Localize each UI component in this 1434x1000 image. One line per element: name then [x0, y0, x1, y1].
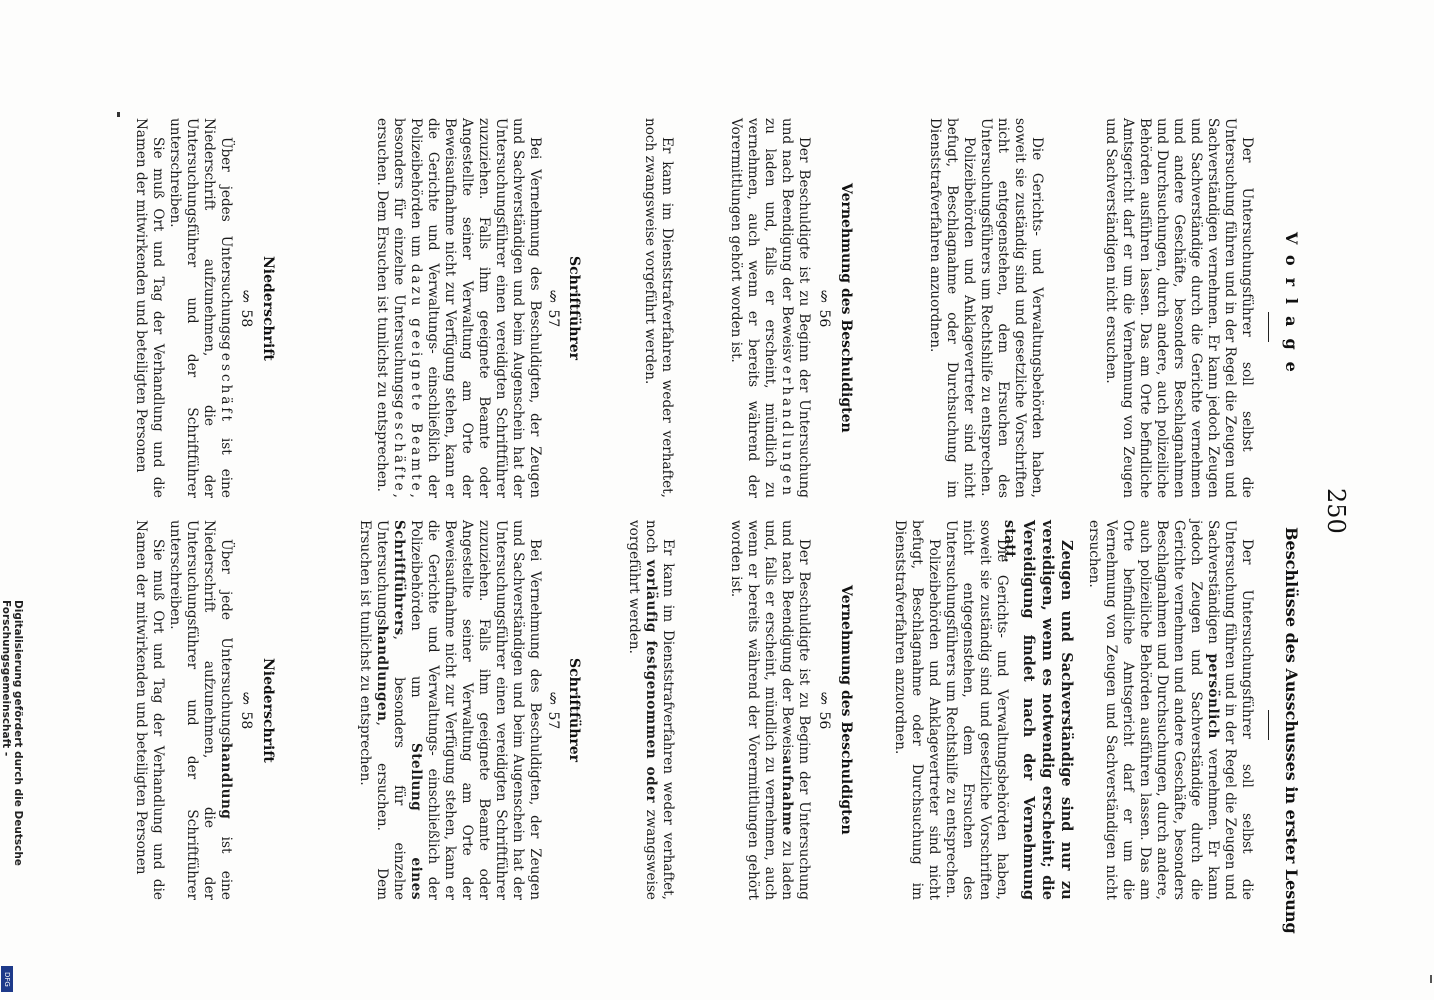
right-rechtshilfe-block	[875, 520, 1010, 900]
right-57-bold2: handlungen	[374, 625, 390, 722]
right-section-57: § 57	[545, 690, 561, 730]
left-heading-niederschrift: Niederschrift	[260, 255, 276, 361]
left-57-part1: Bei Vernehmung des Beschuldigten, der Zeugen und Sachverständigen und beim Augenschein hat der Untersuchungsführer einen vereidigten Schriftführer zuzuziehen. Falls ihm geeignete Beamte oder Angestellte seiner Verwaltung am Orte der Beweisaufnahme nicht zur Verfügung stehen, kann er die Gerichte und Verwaltungs- einschließlich der Polizeibehörden um	[408, 118, 543, 498]
left-58-second-paragraph: Sie muß Ort und Tag der Verhandlung und die Namen der mitwirkenden und beteiligten Personen	[133, 118, 166, 498]
right-column-title: Beschlüsse des Ausschusses in erster Lesung	[1282, 527, 1301, 934]
right-haft-part2: zwangsweise vorgeführt werden.	[626, 520, 659, 900]
left-section-57-text	[365, 118, 543, 498]
right-intro-part1: Der Untersuchungsführer soll selbst die Untersuchung führen und in der Regel die Zeugen und Sachverständigen	[1205, 520, 1255, 900]
right-section-58-text	[133, 520, 234, 900]
right-intro-paragraph	[1080, 520, 1255, 900]
right-56-part1: Der Beschuldigte ist zu Beginn der Untersuchung und nach Beendigung der Beweis	[779, 520, 812, 900]
right-57-bold1: Stellung eines Schriftführers	[391, 520, 424, 900]
left-56-part2: zu laden und, falls er erscheint, mündlich zu vernehmen, auch wenn er bereits während der Vorermittlungen gehört worden ist.	[728, 118, 778, 498]
left-gerichte-paragraph: Die Gerichts- und Verwaltungsbehörden haben, soweit sie zuständig sind und gesetzliche Vorschriften nicht entgegenstehen, dem Ersuchen des Untersuchungsführers um Rechtshilfe zu entsprechen.	[978, 118, 1045, 498]
right-polizei-paragraph: Polizeibehörden und Anklagevertreter sind nicht befugt, Beschlagnahme oder Durchsuchung im Dienststrafverfahren anzuordnen.	[892, 520, 942, 900]
left-58-part2: ist eine Niederschrift aufzunehmen, die der Untersuchungsführer und der Schriftführer unterschreiben.	[167, 118, 234, 498]
right-intro-part2: vernehmen. Er kann jedoch Zeugen und Sachverständige durch die Gerichte vernehmen und andere Geschäfte, besonders Beschlagnahmen und Durchsuchungen, durch andere, auch polizeiliche Behörden ausführen lassen. Das am Orte befindliche Amtsgericht darf er um die Vernehmung von Zeugen und Sachverständigen nicht ersuchen.	[1086, 520, 1221, 900]
left-57-spaced1: dazu geeignete Beamte	[408, 263, 424, 494]
right-56-part2: zu laden und, falls er erscheint, mündlich zu vernehmen, auch wenn er bereits während der Vorermittlungen gehört worden ist.	[728, 520, 795, 900]
right-56-bold: aufnahme	[779, 755, 795, 836]
left-rechtshilfe-block	[875, 118, 1045, 498]
right-haft-paragraph	[612, 520, 676, 900]
right-gerichte-paragraph: Die Gerichts- und Verwaltungsbehörden haben, soweit sie zuständig sind und gesetzliche Vorschriften nicht entgegenstehen, dem Ersuchen des Untersuchungsführers um Rechtshilfe zu entsprechen.	[943, 520, 1010, 900]
left-58-spaced: geschäft	[218, 341, 234, 424]
left-section-56-text	[716, 118, 812, 498]
page-number: 250	[1322, 488, 1350, 534]
left-column-title: Vorlage	[1282, 232, 1301, 384]
left-57-part2: , besonders für einzelne Untersuchungs	[391, 118, 424, 498]
right-section-56-text	[716, 520, 812, 900]
right-heading-schriftfuehrer: Schriftführer	[566, 657, 582, 763]
dfg-logo-icon: DFG	[1, 966, 13, 992]
right-heading-niederschrift: Niederschrift	[260, 657, 276, 763]
left-heading-vernehmung: Vernehmung des Beschuldigten	[838, 183, 854, 433]
left-polizei-paragraph: Polizeibehörden und Anklagevertreter sind nicht befugt, Beschlagnahme oder Durchsuchung im Dienststrafverfahren anzuordnen.	[927, 118, 977, 498]
left-56-spaced: verhandlungen	[779, 355, 795, 498]
right-section-58: § 58	[238, 690, 254, 730]
left-57-spaced2: geschäfte	[391, 399, 407, 494]
left-57-part3: , ersuchen. Dem Ersuchen ist tunlichst zu entsprechen.	[374, 118, 407, 498]
scan-speck-edge	[1430, 975, 1432, 983]
right-intro-bold: persönlich	[1205, 653, 1221, 739]
right-57-part2: , besonders für einzelne Untersuchungs	[374, 520, 407, 900]
right-section-56: § 56	[816, 690, 832, 730]
scan-speck	[117, 112, 120, 117]
right-haft-bold: vorläufig festgenommen oder	[643, 559, 659, 804]
left-section-57: § 57	[545, 288, 561, 328]
left-section-56: § 56	[816, 288, 832, 328]
right-58-bold: handlung	[218, 742, 234, 820]
right-57-part3: , ersuchen. Dem Ersuchen ist tunlichst zu entsprechen.	[357, 520, 390, 900]
right-haft-part1: Er kann im Dienststrafverfahren weder verhaftet, noch	[643, 520, 676, 900]
left-title-rule	[1268, 312, 1269, 342]
right-58-second-paragraph: Sie muß Ort und Tag der Verhandlung und die Namen der mitwirkenden und beteiligten Personen	[133, 520, 166, 900]
right-title-rule	[1268, 710, 1269, 740]
left-section-58: § 58	[238, 288, 254, 328]
left-heading-schriftfuehrer: Schriftführer	[566, 255, 582, 361]
left-intro-paragraph: Der Untersuchungsführer soll selbst die Untersuchung führen und in der Regel die Zeugen und Sachverständigen vernehmen. Er kann jedoch Zeugen und Sachverständige durch die Gerichte vernehmen und andere Geschäfte, besonders Beschlagnahmen und Durchsuchungen, durch andere, auch polizeiliche Behörden ausführen lassen. Das am Orte befindliche Amtsgericht darf er um die Vernehmung von Zeugen und Sachverständigen nicht ersuchen.	[1103, 118, 1255, 498]
right-58-part2: ist eine Niederschrift aufzunehmen, die der Untersuchungsführer und der Schriftführer unterschreiben.	[167, 520, 234, 900]
right-heading-vernehmung: Vernehmung des Beschuldigten	[838, 585, 854, 835]
left-56-part1: Der Beschuldigte ist zu Beginn der Untersuchung und nach Beendigung der Beweis	[779, 118, 812, 498]
left-section-58-text	[133, 118, 234, 498]
right-57-part1: Bei Vernehmung des Beschuldigten, der Zeugen und Sachverständigen und beim Augenschein hat der Untersuchungsführer einen vereidigten Schriftführer zuzuziehen. Falls ihm geeignete Beamte oder Angestellte seiner Verwaltung am Orte der Beweisaufnahme nicht zur Verfügung stehen, kann er die Gerichte und Verwaltungs- einschließlich der Polizeibehörden um	[408, 520, 543, 900]
right-58-part1: Über jede Untersuchungs	[218, 539, 234, 743]
left-58-part1: Über jedes Untersuchungs	[218, 137, 234, 342]
right-vereidigung-paragraph: Zeugen und Sachverständige sind nur zu vereidigen, wenn es notwendig erscheint; die Vereidigung findet nach der Vernehmung statt.	[1001, 520, 1075, 900]
right-section-57-text	[357, 520, 543, 900]
digitization-credit: Digitalisierung gefördert durch die Deutsche Forschungsgemeinschaft -	[0, 600, 24, 866]
left-haft-paragraph: Er kann im Dienststrafverfahren weder verhaftet, noch zwangsweise vorgeführt werden.	[642, 118, 675, 498]
